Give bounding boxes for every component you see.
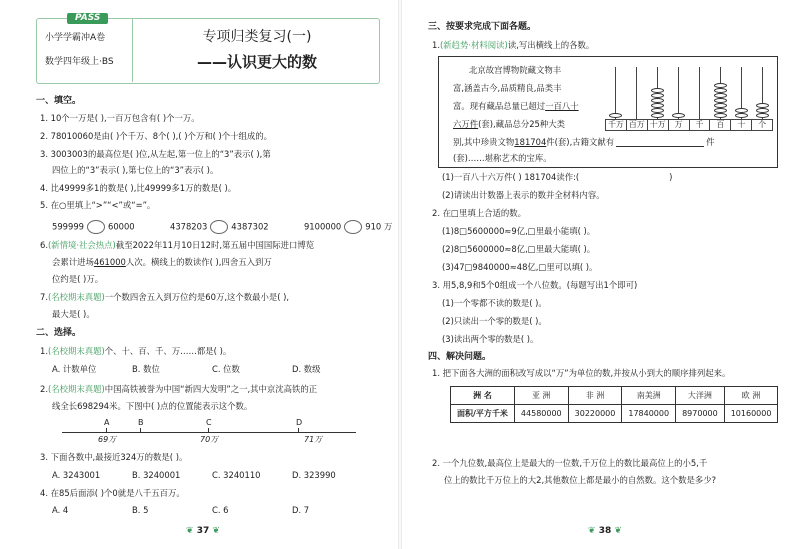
tag-social: (新情境·社会热点) [48, 240, 116, 250]
blank-line [616, 146, 704, 147]
choice-q2-line2: 线全长698294米。下图中( )点的位置能表示这个数。 [52, 401, 253, 411]
option[interactable]: D. 数级 [292, 364, 321, 374]
compare2-circle[interactable] [210, 220, 228, 234]
task-q1-2: (2)请读出计数器上表示的数并全材料内容。 [442, 190, 605, 200]
abacus-bead [714, 98, 727, 103]
reading-material-box [438, 56, 778, 168]
fill-q4: 4. 比49999多1的数是( ),比49999多1万的数是( )。 [40, 183, 237, 193]
tag-exam: (名校期末真题) [48, 292, 105, 302]
abacus-bead [651, 108, 664, 113]
table-header-cell: 欧 洲 [724, 387, 778, 405]
choice-q2-line1: 2.(名校期末真题)中国高铁被誉为中国“新四大发明”之一,其中京沈高铁的正 [40, 384, 318, 394]
solve-q1: 1. 把下面各大洲的面积改写成以“万”为单位的数,并按从小到大的顺序排列起来。 [432, 368, 731, 378]
abacus-bead [714, 93, 727, 98]
task-q2-2: (2)8□5600000≈8亿,□里最大能填( )。 [442, 244, 596, 254]
task-q2: 2. 在□里填上合适的数。 [432, 208, 526, 218]
solve-q2-line1: 2. 一个九位数,最高位上是最大的一位数,千万位上的数比最高位上的小5,千 [432, 458, 708, 468]
table-header-cell: 洲 名 [451, 387, 515, 405]
table-header-cell: 亚 洲 [514, 387, 568, 405]
compare1-left: 599999 [52, 221, 84, 232]
section-choice-title: 二、选择。 [36, 328, 82, 338]
abacus-bead [756, 103, 769, 108]
fill-q3-line2: 四位上的“3”表示( ),第七位上的“3”表示( )。 [52, 165, 219, 175]
abacus-pole [699, 67, 700, 119]
abacus-bead [714, 113, 727, 118]
label-69: 69万 [98, 435, 117, 444]
fill-q5: 5. 在○里填上“>”“<”或“=”。 [40, 200, 156, 210]
chapter-header [36, 13, 380, 84]
option[interactable]: A. 计数单位 [52, 364, 97, 374]
table-cell: 17840000 [622, 405, 676, 423]
table-row [451, 405, 778, 423]
page-number-right: ❦ 38 ❦ [588, 526, 622, 537]
task-q2-3: (3)47□9840000≈48亿,□里可以填( )。 [442, 262, 598, 272]
option[interactable]: D. 7 [292, 505, 310, 515]
option[interactable]: A. 3243001 [52, 470, 101, 480]
compare1-right: 60000 [107, 221, 135, 232]
task-q3-3: (3)读出两个零的数是( )。 [442, 334, 539, 344]
reading-line: 六万件(套),藏品总分25种大类 [453, 119, 565, 129]
reading-line: 北京故宫博物院藏文物丰 [469, 65, 562, 75]
abacus-bead [651, 103, 664, 108]
option[interactable]: D. 323990 [292, 470, 336, 480]
abacus-bead [714, 88, 727, 93]
point-b: B [138, 418, 144, 427]
table-row-label: 面积/平方千米 [451, 405, 515, 423]
choice-q1-options [52, 364, 372, 374]
abacus-bead [756, 108, 769, 113]
abacus-bead [735, 113, 748, 118]
compare-row [52, 220, 392, 234]
tick [140, 428, 141, 433]
compare2-right: 4387302 [231, 221, 269, 232]
left-page [0, 0, 398, 549]
reading-line: (套)……堪称艺术的宝库。 [453, 153, 552, 163]
fill-q7-line2: 最大是( )。 [52, 309, 95, 319]
abacus-bead [651, 88, 664, 93]
fill-q1: 1. 10个一万是( ),一百万包含有( )个一万。 [40, 113, 200, 123]
right-page [402, 0, 800, 549]
label-71: 71万 [304, 435, 323, 444]
table-cell: 10160000 [724, 405, 778, 423]
abacus-place-labels: 千万 百万 十万 万 千 百 十 个 [605, 119, 773, 131]
fill-q6-line3: 位约是( )万。 [52, 274, 104, 284]
choice-q4-options [52, 505, 372, 515]
reading-line: 别,其中珍贵文物181704件(套),古籍文献有 件 [453, 137, 715, 147]
option[interactable]: C. 3240110 [212, 470, 261, 480]
table-cell: 8970000 [676, 405, 725, 423]
abacus-bead [714, 83, 727, 88]
underlined-number: 461000 [93, 257, 126, 267]
option[interactable]: A. 4 [52, 505, 69, 515]
grade-label: 数学四年级上·BS [45, 57, 114, 67]
option[interactable]: B. 数位 [132, 364, 160, 374]
point-c: C [206, 418, 212, 427]
series-name: 小学学霸冲A卷 [45, 33, 106, 43]
task-q3-1: (1)一个零都不读的数是( )。 [442, 298, 547, 308]
option[interactable]: B. 5 [132, 505, 149, 515]
label-70: 70万 [200, 435, 219, 444]
abacus-bead [672, 113, 685, 118]
table-row [451, 387, 778, 405]
reading-line: 富,涵盖古今,品质精良,品类丰 [453, 83, 562, 93]
brand-logo: PASS [67, 13, 108, 24]
page-number-left: ❦ 37 ❦ [186, 526, 220, 537]
table-cell: 30220000 [568, 405, 622, 423]
number-line [62, 418, 356, 446]
option[interactable]: C. 位数 [212, 364, 240, 374]
fill-q6-line1: 6.(新情境·社会热点)截至2022年11月10日12时,第五届中国国际进口博览 [40, 240, 315, 250]
tick [298, 428, 299, 433]
tag-reading: (新趋势·材料阅读) [440, 40, 508, 50]
solve-q2-line2: 位上的数比千万位上的大2,其他数位上都是最小的自然数。这个数是多少? [444, 475, 717, 485]
option[interactable]: B. 3240001 [132, 470, 181, 480]
compare3-left: 9100000 [303, 221, 342, 232]
fill-q2: 2. 78010060是由( )个千万、8个( ),( )个万和( )个十组成的。 [40, 131, 273, 141]
abacus-bead [714, 103, 727, 108]
table-header-cell: 非 洲 [568, 387, 622, 405]
task-q3-2: (2)只读出一个零的数是( )。 [442, 316, 547, 326]
fill-q6-line2: 会累计进场461000人次。横线上的数读作( ),四舍五入到万 [52, 257, 272, 267]
compare2-left: 4378203 [169, 221, 208, 232]
fill-q7-line1: 7.(名校期末真题)一个数四舍五入到万位约是60万,这个数最小是( ), [40, 292, 290, 302]
series-box [37, 13, 133, 82]
continent-area-table [450, 386, 778, 423]
abacus-pole [615, 67, 616, 119]
sprout-icon: ❦ [588, 526, 596, 537]
abacus-bead [651, 98, 664, 103]
table-header-cell: 南美洲 [622, 387, 676, 405]
chapter-title: 专项归类复习(一) [202, 29, 312, 45]
task-q2-1: (1)8□5600000≈9亿,□里最小能填( )。 [442, 226, 596, 236]
abacus-bead [651, 113, 664, 118]
section-fill-title: 一、填空。 [36, 96, 82, 106]
task-q3: 3. 用5,8,9和5个0组成一个八位数。(每题写出1个即可) [432, 280, 638, 290]
sprout-icon: ❦ [212, 526, 220, 537]
abacus-bead [714, 108, 727, 113]
point-d: D [296, 418, 303, 427]
compare1-circle[interactable] [87, 220, 105, 234]
sprout-icon: ❦ [186, 526, 194, 537]
fill-q3-line1: 3. 3003003的最高位是( )位,从左起,第一位上的“3”表示( ),第 [40, 149, 271, 159]
abacus-bead [651, 93, 664, 98]
task-q1-1: (1)一百八十六万件( ) 181704读作:( ) [442, 172, 673, 182]
abacus-pole [636, 67, 637, 119]
compare3-circle[interactable] [344, 220, 362, 234]
abacus-bead [756, 113, 769, 118]
tick [208, 428, 209, 433]
tick [106, 428, 107, 433]
choice-q4: 4. 在85后面添( )个0就是八千五百万。 [40, 488, 185, 498]
choice-q1: 1.(名校期末真题)个、十、百、千、万……都是( )。 [40, 346, 232, 356]
abacus [605, 63, 773, 131]
task-q1: 1.(新趋势·材料阅读)读,写出横线上的各数。 [432, 40, 595, 50]
choice-q3: 3. 下面各数中,最接近324万的数是( )。 [40, 452, 188, 462]
abacus-bead [609, 113, 622, 118]
point-a: A [104, 418, 110, 427]
reading-line: 富。现有藏品总量已超过一百八十 [453, 101, 579, 111]
abacus-bead [735, 108, 748, 113]
table-header-cell: 大洋洲 [676, 387, 725, 405]
section-solve-title: 四、解决问题。 [428, 352, 492, 362]
chapter-subtitle: ——认识更大的数 [196, 53, 317, 71]
choice-q3-options [52, 470, 372, 480]
sprout-icon: ❦ [614, 526, 622, 537]
section-tasks-title: 三、按要求完成下面各题。 [428, 22, 537, 32]
compare3-right: 910 万 [365, 221, 393, 232]
option[interactable]: C. 6 [212, 505, 229, 515]
abacus-pole [678, 67, 679, 119]
table-cell: 44580000 [514, 405, 568, 423]
